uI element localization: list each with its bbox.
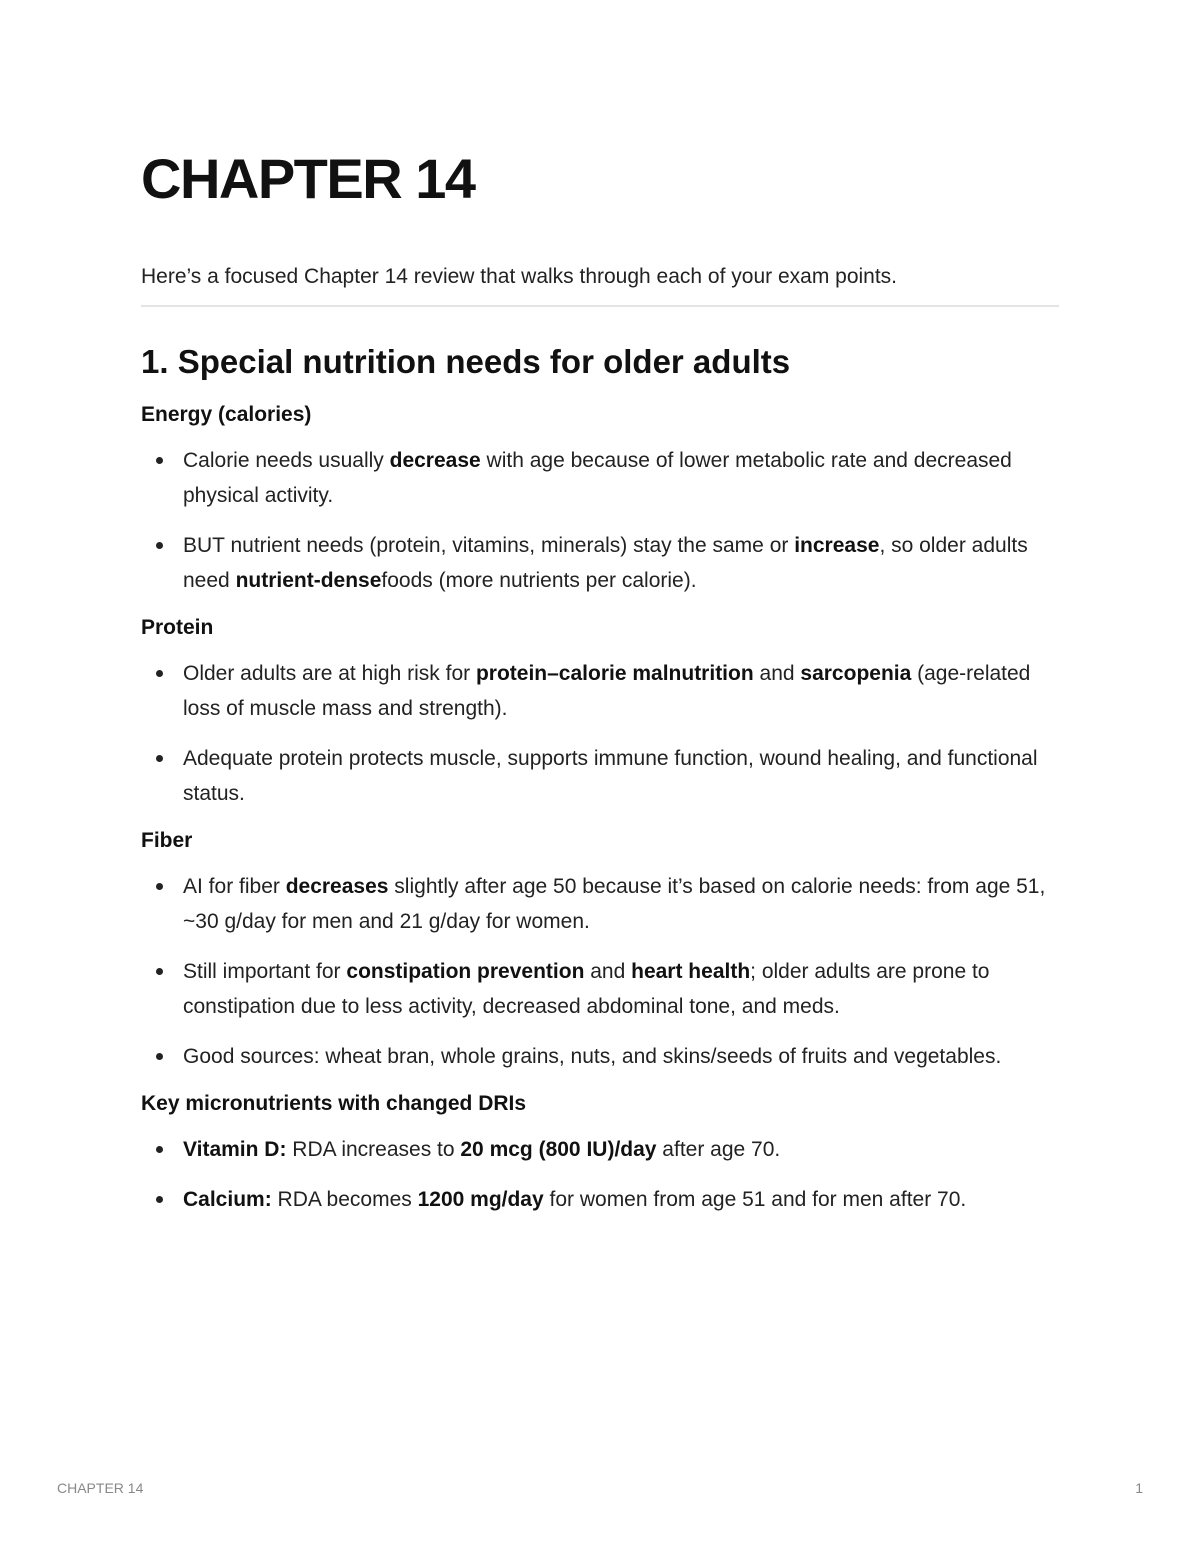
list-item: Calorie needs usually decrease with age because of lower metabolic rate and decreased physical activity. — [141, 443, 1059, 513]
bullet-icon — [156, 670, 163, 677]
list-item: Calcium: RDA becomes 1200 mg/day for women from age 51 and for men after 70. — [141, 1182, 1059, 1217]
bullet-icon — [156, 1146, 163, 1153]
intro-text: Here’s a focused Chapter 14 review that walks through each of your exam points. — [141, 265, 898, 288]
bullet-icon — [156, 457, 163, 464]
bullet-icon — [156, 1196, 163, 1203]
bullet-icon — [156, 968, 163, 975]
subheading-energy: Energy (calories) — [141, 403, 312, 426]
list-item: Still important for constipation prevention and heart health; older adults are prone to constipation due to less activity, decreased abdominal tone, and meds. — [141, 954, 1059, 1024]
fiber-list — [141, 869, 1059, 1074]
bullet-icon — [156, 883, 163, 890]
list-item: AI for fiber decreases slightly after age 50 because it’s based on calorie needs: from age 51, ~30 g/day for men and 21 g/day for women. — [141, 869, 1059, 939]
bullet-icon — [156, 1053, 163, 1060]
list-item: BUT nutrient needs (protein, vitamins, minerals) stay the same or increase, so older adults need nutrient-densefoods (more nutrients per calorie). — [141, 528, 1059, 598]
subheading-micronutrients: Key micronutrients with changed DRIs — [141, 1092, 527, 1115]
divider — [141, 305, 1059, 307]
subheading-fiber: Fiber — [141, 829, 193, 852]
main-content — [141, 338, 1059, 1232]
page-title: CHAPTER 14 — [141, 147, 475, 210]
list-item: Older adults are at high risk for protein–calorie malnutrition and sarcopenia (age-related loss of muscle mass and strength). — [141, 656, 1059, 726]
subheading-protein: Protein — [141, 616, 214, 639]
energy-list — [141, 443, 1059, 598]
list-item: Adequate protein protects muscle, supports immune function, wound healing, and functional status. — [141, 741, 1059, 811]
micronutrients-list — [141, 1132, 1059, 1217]
list-item: Vitamin D: RDA increases to 20 mcg (800 IU)/day after age 70. — [141, 1132, 1059, 1167]
footer-chapter-label: CHAPTER 14 — [57, 1480, 144, 1496]
bullet-icon — [156, 755, 163, 762]
footer-page-number: 1 — [1135, 1480, 1143, 1496]
bullet-icon — [156, 542, 163, 549]
section-title: 1. Special nutrition needs for older adults — [141, 343, 791, 380]
protein-list — [141, 656, 1059, 811]
list-item: Good sources: wheat bran, whole grains, nuts, and skins/seeds of fruits and vegetables. — [141, 1039, 1059, 1074]
